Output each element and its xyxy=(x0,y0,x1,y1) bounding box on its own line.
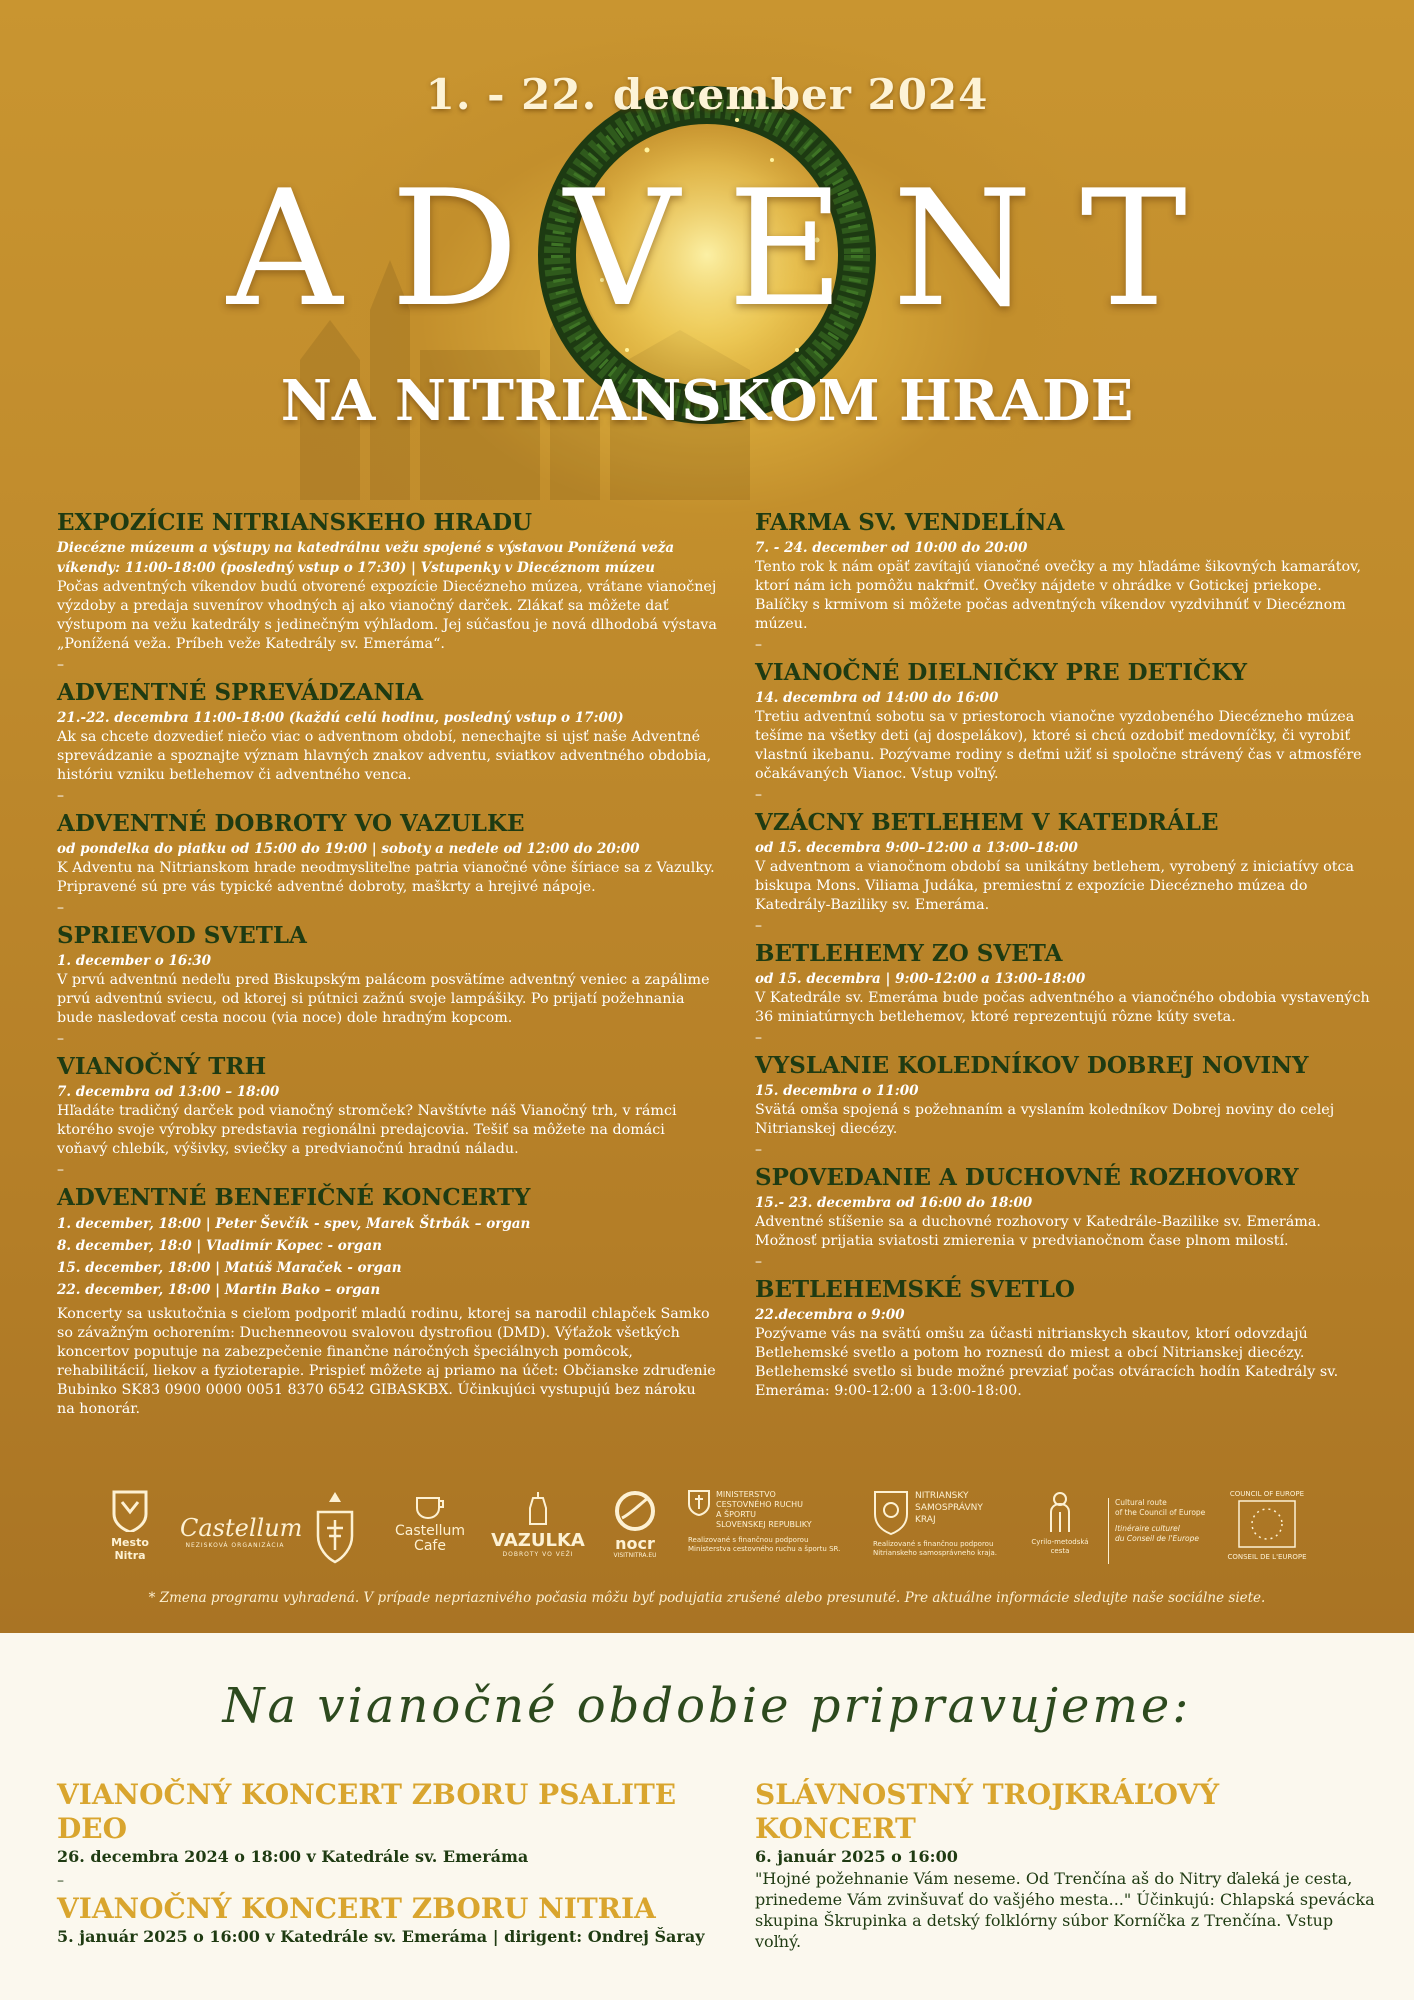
event-title: VIANOČNÝ KONCERT ZBORU PSALITE DEO xyxy=(57,1778,677,1845)
separator: – xyxy=(57,1873,64,1889)
section-when: od pondelka do piatku od 15:00 do 19:00 | soboty a nedele od 12:00 do 20:00 xyxy=(57,841,640,857)
section-text: V adventnom a vianočnom období sa unikátny betlehem, vyrobený z iniciatívy otca biskupa Mons. Viliama Judáka, premiestní z expozície Diecézneho múzea do Katedrály-Baziliky sv. Emeráma. xyxy=(755,859,1355,913)
logo-text: DOBROTY VO VEŽI xyxy=(502,1551,574,1558)
eu-stars-icon xyxy=(1237,1499,1297,1549)
event-when: 5. január 2025 o 16:00 v Katedrále sv. Emeráma | dirigent: Ondrej Šaray xyxy=(57,1927,705,1946)
section-when: 7. - 24. december od 10:00 do 20:00 xyxy=(755,540,1028,556)
event-dates: 1. - 22. december 2024 xyxy=(425,70,989,119)
section-when: od 15. decembra | 9:00-12:00 a 13:00-18:00 xyxy=(755,971,1086,987)
upcoming-right-column xyxy=(755,1778,1375,1952)
council-of-europe-logo xyxy=(1222,1490,1312,1570)
cup-icon xyxy=(413,1490,447,1520)
event-description: "Hojné požehnanie Vám neseme. Od Trenčína aš do Nitry ďaleká je cesta, prinedeme Vám zvinšuvať do vašjého mesta..." Účinkujú: Chlapská spevácka skupina Škrupinka a detský folklórny súbor Korníčka z Trenčína. Vstup voľný. xyxy=(755,1869,1375,1951)
program-left-column xyxy=(57,508,717,1419)
section-text: Adventné stíšenie sa a duchovné rozhovory v Katedrále-Bazilike sv. Emeráma. Možnosť prijatia sviatosti zmierenia v predvianočnom čase plnom milostí. xyxy=(755,1214,1321,1249)
section-when: 21.-22. decembra 11:00-18:00 (každú celú hodinu, posledný vstup o 17:00) xyxy=(57,710,624,726)
section-when: 22.decembra o 9:00 xyxy=(755,1307,905,1323)
separator: – xyxy=(57,900,64,916)
upcoming-section xyxy=(0,1633,1414,2000)
section-title: ADVENTNÉ DOBROTY VO VAZULKE xyxy=(57,810,525,837)
logo-text: Itinéraire culturel xyxy=(1115,1524,1180,1533)
cyrilo-metodska-cesta-logo xyxy=(1025,1490,1095,1570)
section-text: V prvú adventnú nedeľu pred Biskupským palácom posvätíme adventný veniec a zapálime prvú adventnú sviecu, od ktorej si pútnici zažnú svoje lampášiky. Po prijatí požehnania bude nasledovať cesta nocou (via noce) dole hradným kopcom. xyxy=(57,972,710,1026)
nitriansky-kraj-logo xyxy=(873,1490,1008,1570)
section-when: 15. decembra o 11:00 xyxy=(755,1083,919,1099)
mesto-nitra-logo xyxy=(100,1490,160,1570)
logo-text: NITRIANSKY xyxy=(915,1491,969,1501)
logo-text: Nitra xyxy=(114,1549,146,1562)
event-when: 6. január 2025 o 16:00 xyxy=(755,1847,958,1866)
separator: – xyxy=(755,1030,762,1046)
section-title: VIANOČNÝ TRH xyxy=(57,1053,267,1080)
separator: – xyxy=(57,1031,64,1047)
section-text: Ak sa chcete dozvedieť niečo viac o adventnom období, nenechajte si ujsť naše Adventné sprevádzanie a spoznajte význam hlavných znakov adventu, sviatkov adventného obdobia, históriu vzniku betlehemov či adventného venca. xyxy=(57,729,712,783)
section-title: VZÁCNY BETLEHEM V KATEDRÁLE xyxy=(755,809,1219,836)
section-text: Tretiu adventnú sobotu sa v priestoroch vianočne vyzdobeného Diecézneho múzea tešíme na všetky deti (aj dospelákov), ktoré si chcú ozdobiť medovníčky, či vyrobiť vlastnú ikebanu. Pozývame rodiny s deťmi užiť si spoločne strávený čas v atmosfére očakávaných Vianoc. Vstup voľný. xyxy=(755,709,1362,782)
nocr-circle-icon xyxy=(612,1490,658,1532)
section-text: K Adventu na Nitrianskom hrade neodmysliteľne patria vianočné vône šíriace sa z Vazulky. Pripravené sú pre vás typické adventné dobroty, maškrty a hrejivé nápoje. xyxy=(57,860,715,895)
section-when: od 15. decembra 9:00–12:00 a 13:00–18:00 xyxy=(755,840,1078,856)
program-right-column xyxy=(755,508,1375,1401)
concert-line: 22. december, 18:00 | Martin Bako – organ xyxy=(57,1282,381,1298)
section-title: SPOVEDANIE A DUCHOVNÉ ROZHOVORY xyxy=(755,1164,1299,1191)
logo-text: of the Council of Europe xyxy=(1115,1508,1206,1517)
logo-text: CONSEIL DE L'EUROPE xyxy=(1227,1553,1307,1561)
subtitle: NA NITRIANSKOM HRADE xyxy=(280,368,1134,434)
slovak-crest-icon xyxy=(688,1490,710,1516)
kraj-crest-icon xyxy=(873,1490,909,1536)
upcoming-heading: Na vianočné obdobie pripravujeme: xyxy=(222,1678,1192,1734)
section-title: FARMA SV. VENDELÍNA xyxy=(755,509,1065,536)
logo-text: COUNCIL OF EUROPE xyxy=(1229,1490,1305,1498)
section-title: ADVENTNÉ BENEFIČNÉ KONCERTY xyxy=(57,1184,531,1211)
section-title: EXPOZÍCIE NITRIANSKEHO HRADU xyxy=(57,509,533,536)
logo-text: Castellum xyxy=(180,1514,303,1542)
logo-text: Realizované s finančnou podporou xyxy=(688,1536,809,1544)
logo-text: Realizované s finančnou podporou xyxy=(873,1540,994,1548)
event-title: VIANOČNÝ KONCERT ZBORU NITRIA xyxy=(57,1892,656,1925)
section-title: VIANOČNÉ DIELNIČKY PRE DETIČKY xyxy=(755,659,1248,686)
section-when: 14. decembra od 14:00 do 16:00 xyxy=(755,690,999,706)
disclaimer-note: * Zmena programu vyhradená. V prípade nepriaznivého počasia môžu byť podujatia zrušené alebo presunuté. Pre aktuálne informácie sledujte naše sociálne siete. xyxy=(148,1590,1266,1606)
logo-text: du Conseil de l'Europe xyxy=(1115,1534,1199,1543)
section-title: BETLEHEMSKÉ SVETLO xyxy=(755,1276,1075,1303)
nocr-logo xyxy=(600,1490,670,1570)
logo-text: cesta xyxy=(1050,1547,1070,1555)
ministerstvo-logo xyxy=(688,1490,848,1570)
separator: – xyxy=(755,787,762,803)
logo-text: Ministerstva cestovného ruchu a športu SR. xyxy=(688,1545,841,1553)
section-title: SPRIEVOD SVETLA xyxy=(57,922,307,949)
section-text: Počas adventných víkendov budú otvorené expozície Diecézneho múzea, vrátane vianočnej výzdoby a predaja suvenírov vhodných aj ako vianočný darček. Zlákať sa môžete dať výstupom na vežu katedrály s jedinečným výhľadom. Jej súčasťou je nová dlhodobá výstava „Ponížená veža. Príbeh veže Katedrály sv. Emeráma“. xyxy=(57,579,717,652)
logo-text: Nitrianskeho samosprávneho kraja. xyxy=(873,1549,997,1557)
cyril-methodius-icon xyxy=(1045,1490,1075,1534)
advent-title: ADVENT xyxy=(226,155,1236,342)
section-when: 15.- 23. decembra od 16:00 do 18:00 xyxy=(755,1195,1033,1211)
section-text: V Katedrále sv. Emeráma bude počas adventného a vianočného obdobia vystavených 36 miniatúrnych betlehemov, ktoré reprezentujú rôzne kúty sveta. xyxy=(755,990,1370,1025)
section-title: ADVENTNÉ SPREVÁDZANIA xyxy=(57,679,424,706)
logo-text: Cultural route xyxy=(1115,1498,1167,1507)
logo-text: VAZULKA xyxy=(491,1530,585,1551)
separator: – xyxy=(755,918,762,934)
cultural-route-logo xyxy=(1108,1498,1208,1564)
section-text: Svätá omša spojená s požehnaním a vyslaním koledníkov Dobrej noviny do celej Nitrianskej diecézy. xyxy=(755,1102,1335,1137)
vazulka-logo xyxy=(488,1490,588,1570)
separator: – xyxy=(57,1162,64,1178)
separator: – xyxy=(755,637,762,653)
logo-text: KRAJ xyxy=(915,1515,936,1525)
concert-line: 8. december, 18:0 | Vladimír Kopec - organ xyxy=(57,1238,382,1254)
section-title: VYSLANIE KOLEDNÍKOV DOBREJ NOVINY xyxy=(755,1052,1309,1079)
concert-line: 15. december, 18:00 | Matúš Maraček - organ xyxy=(57,1260,402,1276)
tower-icon xyxy=(523,1490,553,1526)
logo-text: Castellum xyxy=(394,1523,466,1539)
logo-text: CESTOVNÉHO RUCHU xyxy=(716,1500,803,1509)
section-text: Hľadáte tradičný darček pod vianočný stromček? Navštívte náš Vianočný trh, v rámci ktorého svoje výrobky predstavia regionálni predajcovia. Tešiť sa môžete na domáci voňavý chlebík, výšivky, sviečky a predvianočnú hradnú náladu. xyxy=(57,1103,677,1157)
partner-logos xyxy=(0,1490,1414,1580)
separator: – xyxy=(755,1254,762,1270)
section-when: Diecézne múzeum a výstupy na katedrálnu vežu spojené s výstavou Ponížená veža víkendy: 11:00-18:00 (posledný vstup o 17:30) | Vstupenky v Diecéznom múzeu xyxy=(57,540,675,576)
event-when: 26. decembra 2024 o 18:00 v Katedrále sv. Emeráma xyxy=(57,1847,529,1866)
separator: – xyxy=(755,1142,762,1158)
logo-text: MINISTERSTVO xyxy=(716,1490,776,1499)
diocese-coat-of-arms-icon xyxy=(310,1490,360,1570)
logo-text: SAMOSPRÁVNY xyxy=(915,1503,983,1513)
section-when: 1. december o 16:30 xyxy=(57,953,212,969)
section-text: Tento rok k nám opäť zavítajú vianočné ovečky a my hľadáme šikovných kamarátov, ktorí nám ich pomôžu nakŕmiť. Ovečky nájdete v ohrádke v Gotickej priekope. Balíčky s krmivom si môžete počas adventných víkendov vyzdvihnúť v Diecéznom múzeu. xyxy=(755,559,1362,632)
logo-text: SLOVENSKEJ REPUBLIKY xyxy=(716,1520,812,1529)
upcoming-left-column xyxy=(57,1778,737,1948)
logo-text: Cyrilo-metodská xyxy=(1031,1538,1089,1546)
section-when: 7. decembra od 13:00 – 18:00 xyxy=(57,1084,280,1100)
logo-text: VISITNITRA.EU xyxy=(613,1552,657,1559)
event-title: SLÁVNOSTNÝ TROJKRÁĽOVÝ KONCERT xyxy=(755,1778,1220,1845)
separator: – xyxy=(57,657,64,673)
logo-text: Cafe xyxy=(414,1538,446,1554)
logo-text: Mesto xyxy=(111,1536,149,1549)
mesto-nitra-crest-icon xyxy=(110,1490,150,1532)
section-text: Pozývame vás na svätú omšu za účasti nitrianskych skautov, ktorí odovzdajú Betlehemské svetlo a potom ho roznesú do miest a obcí Nitrianskej diecézy. Betlehemské svetlo si bude možné prevziať počas otváracích hodín Katedrály sv. Emeráma: 9:00-12:00 a 13:00-18:00. xyxy=(755,1326,1339,1399)
castellum-cafe-logo xyxy=(385,1490,475,1570)
logo-text: NEZISKOVÁ ORGANIZÁCIA xyxy=(185,1542,285,1549)
castellum-logo xyxy=(180,1490,303,1570)
separator: – xyxy=(57,788,64,804)
section-title: BETLEHEMY ZO SVETA xyxy=(755,940,1063,967)
logo-text: nocr xyxy=(615,1534,655,1553)
concert-line: 1. december, 18:00 | Peter Ševčík - spev, Marek Štrbák – organ xyxy=(57,1216,531,1232)
logo-text: A ŠPORTU xyxy=(716,1510,756,1519)
section-text: Koncerty sa uskutočnia s cieľom podporiť mladú rodinu, ktorej sa narodil chlapček Samko so závažným ochorením: Duchenneovou svalovou dystrofiou (DMD). Výťažok všetkých koncertov poputuje na zabezpečenie finančne náročných špeciálnych pomôcok, rehabilitácií, liekov a fyzioterapie. Prispieť môžete aj priamo na účet: Občianske zdruďenie Bubinko SK83 0900 0000 0051 8370 6542 GIBASKBX. Účinkujúci vystupujú bez nároku na honorár. xyxy=(57,1306,716,1417)
